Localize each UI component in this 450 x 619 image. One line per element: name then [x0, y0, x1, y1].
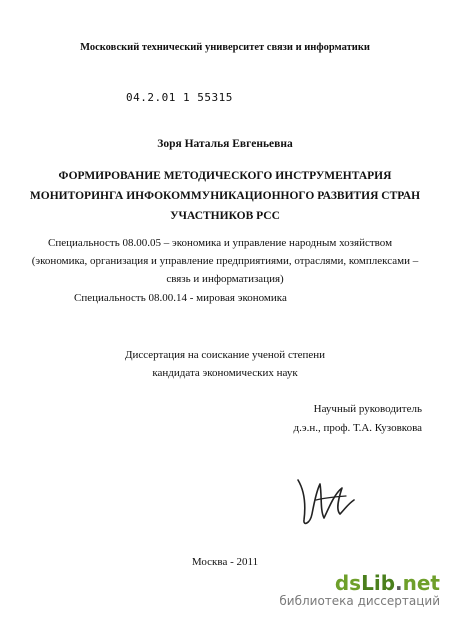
watermark-logo-net: net — [402, 571, 440, 595]
specialty-line: Специальность 08.00.05 – экономика и управление народным хозяйством — [48, 237, 393, 249]
watermark-logo — [279, 573, 440, 593]
watermark-subtitle: библиотека диссертаций — [279, 594, 440, 608]
watermark-logo-lib: Lib — [361, 571, 396, 595]
specialty-line: (экономика, организация и управление предприятиями, отраслями, комплексами – — [31, 255, 419, 267]
title-line: ФОРМИРОВАНИЕ МЕТОДИЧЕСКОГО ИНСТРУМЕНТАРИЯ — [58, 170, 392, 182]
title-line: УЧАСТНИКОВ РСС — [170, 210, 280, 222]
title-line: МОНИТОРИНГА ИНФОКОММУНИКАЦИОННОГО РАЗВИТИЯ СТРАН — [29, 190, 421, 202]
watermark-logo-dot: . — [395, 571, 403, 595]
degree-line: Диссертация на соискание ученой степени — [124, 349, 326, 361]
dissertation-title — [0, 166, 450, 226]
watermark-logo-ds: ds — [334, 571, 362, 595]
specialty-line: Специальность 08.00.14 - мировая экономика — [74, 292, 287, 304]
city-year: Москва - 2011 — [191, 556, 259, 568]
author-name: Зоря Наталья Евгеньевна — [157, 138, 293, 150]
supervisor-name: д.э.н., проф. Т.А. Кузовкова — [293, 422, 422, 434]
specialty-line: связь и информатизация) — [166, 273, 284, 285]
handwritten-signature — [290, 470, 360, 530]
watermark — [279, 573, 440, 609]
degree-line: кандидата экономических наук — [152, 367, 298, 379]
supervisor-title: Научный руководитель — [313, 403, 422, 415]
university-name: Московский технический университет связи и информатики — [80, 42, 370, 53]
registration-stamp: 04.2.01 1 55315 — [126, 91, 233, 104]
